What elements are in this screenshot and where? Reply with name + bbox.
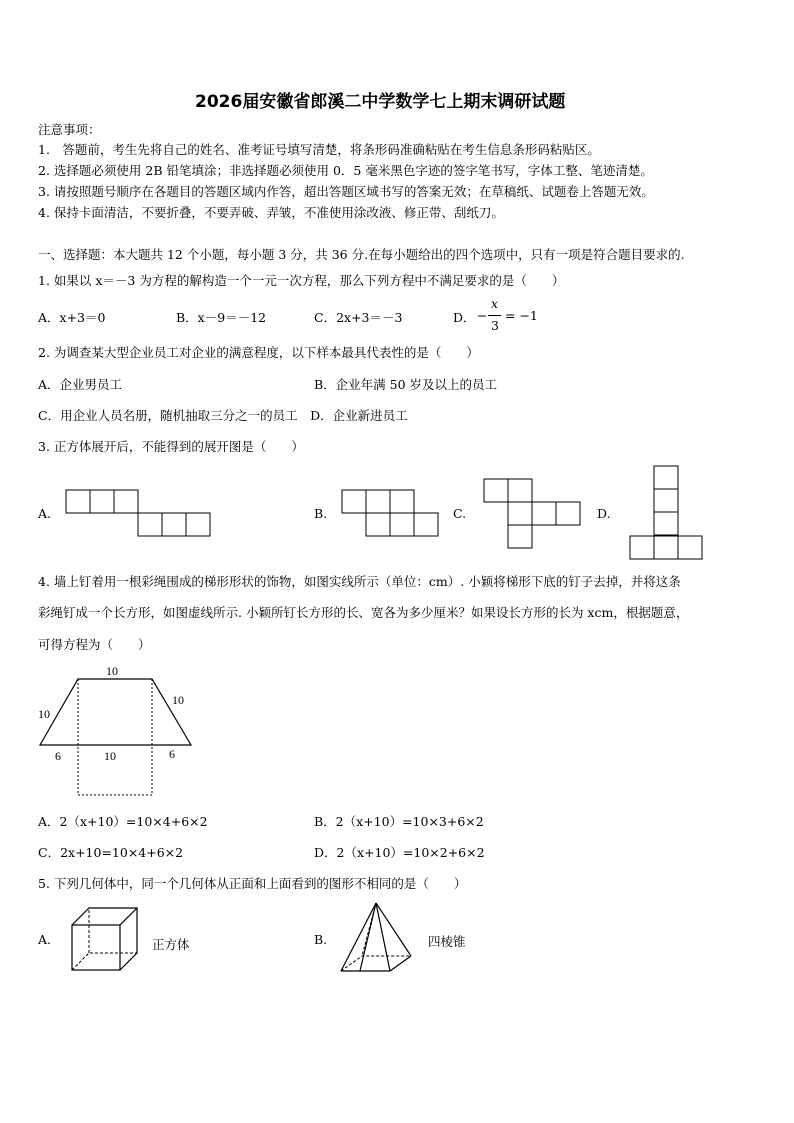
q5-option-a: A. (38, 932, 52, 947)
notes-heading: 注意事项： (38, 122, 101, 137)
q4-stem-line3: 可得方程为（ ） (38, 637, 151, 652)
q4-label-bottom-right: 6 (169, 747, 175, 761)
q4-label-left: 10 (38, 707, 50, 721)
q5-stem: 5. 下列几何体中，同一个几何体从正面和上面看到的图形不相同的是（ ） (38, 876, 467, 891)
section-heading: 一、选择题：本大题共 12 个小题，每小题 3 分，共 36 分.在每小题给出的四个选项中，只有一项是符合题目要求的. (38, 247, 685, 262)
q5-option-b: B. (314, 932, 328, 947)
q4-option-d: D．2（x+10）=10×2+6×2 (314, 845, 485, 860)
page-title: 2026届安徽省郎溪二中学数学七上期末调研试题 (195, 92, 566, 112)
q3-option-b: B. (314, 506, 328, 521)
q3-option-d: D. (597, 506, 611, 521)
q4-label-top: 10 (106, 664, 118, 678)
q3-option-c: C. (453, 506, 467, 521)
note-3: 3. 请按照题号顺序在各题目的答题区域内作答，超出答题区域书写的答案无效；在草稿纸、试题卷上答题无效。 (38, 184, 654, 199)
q5-cube-name: 正方体 (152, 937, 190, 952)
q1-d-denominator: 3 (491, 318, 499, 333)
q2-option-a: A．企业男员工 (38, 377, 123, 392)
q2-stem: 2. 为调查某大型企业员工对企业的满意程度，以下样本最具代表性的是（ ） (38, 345, 479, 360)
note-2: 2. 选择题必须使用 2B 铅笔填涂；非选择题必须使用 0．5 毫米黑色字迹的签字笔书写，字体工整、笔迹清楚。 (38, 163, 653, 178)
q1-option-a: A．x+3＝0 (38, 310, 106, 325)
q2-option-b: B．企业年满 50 岁及以上的员工 (314, 377, 498, 392)
q4-label-right: 10 (172, 693, 184, 707)
q4-label-bottom-left: 6 (55, 749, 61, 763)
q4-option-a: A．2（x+10）=10×4+6×2 (38, 814, 208, 829)
note-1: 1. 答题前，考生先将自己的姓名、准考证号填写清楚，将条形码准确粘贴在考生信息条形码粘贴区。 (38, 142, 600, 157)
q5-pyramid-name: 四棱锥 (428, 934, 466, 949)
q4-stem-line2: 彩绳钉成一个长方形，如图虚线所示. 小颖所钉长方形的长、宽各为多少厘米？如果设长方形的长为 xcm，根据题意， (38, 605, 689, 620)
q4-option-b: B．2（x+10）=10×3+6×2 (314, 814, 484, 829)
q4-stem-line1: 4. 墙上钉着用一根彩绳围成的梯形形状的饰物，如图实线所示（单位：cm）. 小颖将梯形下底的钉子去掉，并将这条 (38, 574, 681, 589)
q3-stem: 3. 正方体展开后，不能得到的展开图是（ ） (38, 439, 304, 454)
q1-stem: 1. 如果以 x＝－3 为方程的解构造一个一元一次方程，那么下列方程中不满足要求的是（ ） (38, 273, 565, 288)
q4-label-bottom-mid: 10 (104, 749, 116, 763)
q1-d-minus: − (477, 308, 488, 323)
q1-option-b: B．x－9＝－12 (176, 310, 267, 325)
note-4: 4. 保持卡面清洁，不要折叠，不要弄破、弄皱，不准使用涂改液、修正带、刮纸刀。 (38, 205, 504, 220)
q4-option-c: C．2x+10=10×4+6×2 (38, 845, 184, 860)
q1-d-rhs: = −1 (505, 308, 538, 323)
q1-d-numerator: x (491, 296, 499, 311)
q2-option-cd: C．用企业人员名册，随机抽取三分之一的员工 D．企业新进员工 (38, 408, 408, 423)
q1-option-c: C．2x+3＝－3 (314, 310, 403, 325)
q3-option-a: A. (38, 506, 52, 521)
q1-option-d: D． (453, 310, 476, 325)
